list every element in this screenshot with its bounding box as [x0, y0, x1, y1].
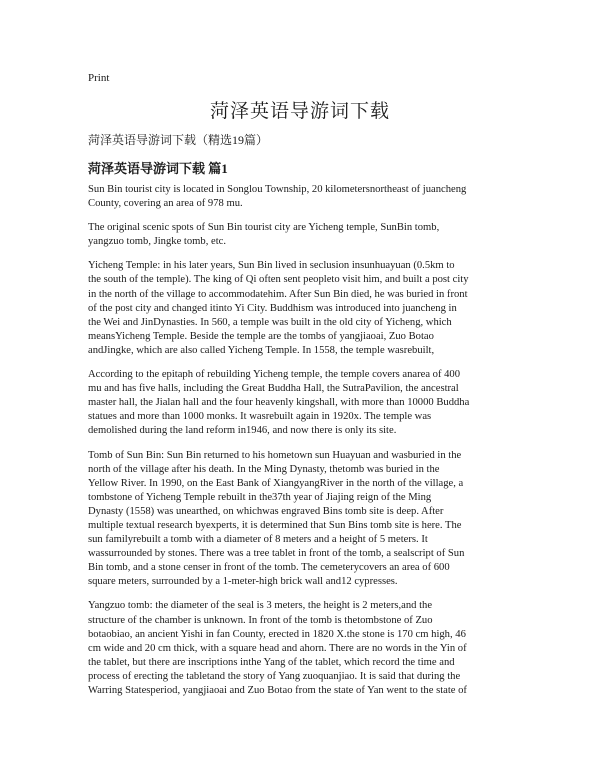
- paragraph: [88, 259, 518, 358]
- text-line: master hall, the Jialan hall and the four heavenly kingshall, with more than 10000 Buddha: [88, 397, 470, 409]
- text-line: Dynasty (1558) was unearthed, on whichwas engraved Bins tomb site is deep. After: [88, 505, 444, 517]
- text-line: tombstone of Yicheng Temple rebuilt in the37th year of Jiajing reign of the Ming: [88, 491, 432, 503]
- text-line: Yicheng Temple: in his later years, Sun Bin lived in seclusion insunhuayuan (0.5km to: [88, 260, 455, 272]
- text-line: statues and more than 1000 monks. It wasrebuilt again in 1920x. The temple was: [88, 411, 432, 423]
- text-line: wassurrounded by stones. There was a tree tablet in front of the tomb, a sealscript of Sun: [88, 548, 465, 560]
- text-line: Sun Bin tourist city is located in Songlou Township, 20 kilometersnortheast of juancheng: [88, 184, 467, 195]
- text-line: Tomb of Sun Bin: Sun Bin returned to his hometown sun Huayuan and wasburied in the: [88, 449, 462, 461]
- body-text: [88, 183, 518, 708]
- paragraph: [88, 183, 518, 211]
- text-line: Bin tomb, and a stone censer in front of the tomb. The cemeterycovers an area of 600: [88, 562, 450, 574]
- text-line: multiple textual research byexperts, it is determined that Sun Bins tomb site is here. The: [88, 519, 462, 531]
- text-line: Yellow River. In 1990, on the East Bank of XiangyangRiver in the north of the village, a: [88, 477, 464, 489]
- text-line: Yangzuo tomb: the diameter of the seal is 3 meters, the height is 2 meters,and the: [88, 600, 433, 612]
- text-line: structure of the chamber is unknown. In front of the tomb is thetombstone of Zuo: [88, 614, 433, 626]
- text-line: the Wei and JinDynasties. In 560, a temple was built in the old city of Yicheng, which: [88, 316, 452, 328]
- page-title: 菏泽英语导游词下载: [209, 101, 390, 122]
- text-line: yangzuo tomb, Jingke tomb, etc.: [88, 236, 226, 248]
- text-line: botaobiao, an ancient Yishi in fan County, erected in 1820 X.the stone is 170 cm high, 46: [88, 628, 466, 640]
- text-line: The original scenic spots of Sun Bin tourist city are Yicheng temple, SunBin tomb,: [88, 222, 440, 234]
- text-line: meansYicheng Temple. Beside the temple are the tombs of yangjiaoai, Zuo Botao: [88, 330, 434, 342]
- text-line: Warring Statesperiod, yangjiaoai and Zuo Botao from the state of Yan went to the state of: [88, 685, 467, 696]
- text-line: of the post city and changed itinto Yi City. Buddhism was introduced into juancheng in: [88, 302, 457, 314]
- text-line: sun familyrebuilt a tomb with a diameter of 8 meters and a height of 5 meters. It: [88, 534, 428, 546]
- text-line: north of the village after his death. In the Ming Dynasty, thetomb was buried in the: [88, 463, 440, 475]
- text-line: in the north of the village to accommodatehim. After Sun Bin died, he was buried in front: [88, 288, 468, 300]
- paragraph: [88, 449, 518, 590]
- text-line: County, covering an area of 978 mu.: [88, 198, 243, 210]
- text-line: the south of the temple). The king of Qi often sent peopleto visit him, and built a post city: [88, 274, 469, 286]
- text-line: square meters, surrounded by a 1-meter-high brick wall and12 cypresses.: [88, 576, 398, 588]
- text-line: According to the epitaph of rebuilding Yicheng temple, the temple covers anarea of 400: [88, 369, 461, 381]
- paragraph: [88, 221, 518, 249]
- text-line: the tablet, but there are inscriptions inthe Yang of the tablet, which record the time and: [88, 656, 455, 668]
- paragraph: [88, 368, 518, 438]
- text-line: process of erecting the tabletand the story of Yang zuoquanjiao. It is said that during the: [88, 670, 461, 682]
- section-heading: 菏泽英语导游词下载 篇1: [88, 161, 228, 176]
- print-label: Print: [88, 72, 110, 84]
- text-line: mu and has five halls, including the Great Buddha Hall, the SutraPavilion, the ancestral: [88, 383, 459, 395]
- text-line: andJingke, which are also called Yicheng Temple. In 1558, the temple wasrebuilt,: [88, 344, 435, 356]
- text-line: demolished during the land reform in1946, and now there is only its site.: [88, 425, 397, 437]
- subtitle: 菏泽英语导游词下载（精选19篇）: [88, 133, 269, 147]
- text-line: cm wide and 20 cm thick, with a square head and ahorn. There are no words in the Yin of: [88, 642, 467, 654]
- paragraph: [88, 599, 518, 698]
